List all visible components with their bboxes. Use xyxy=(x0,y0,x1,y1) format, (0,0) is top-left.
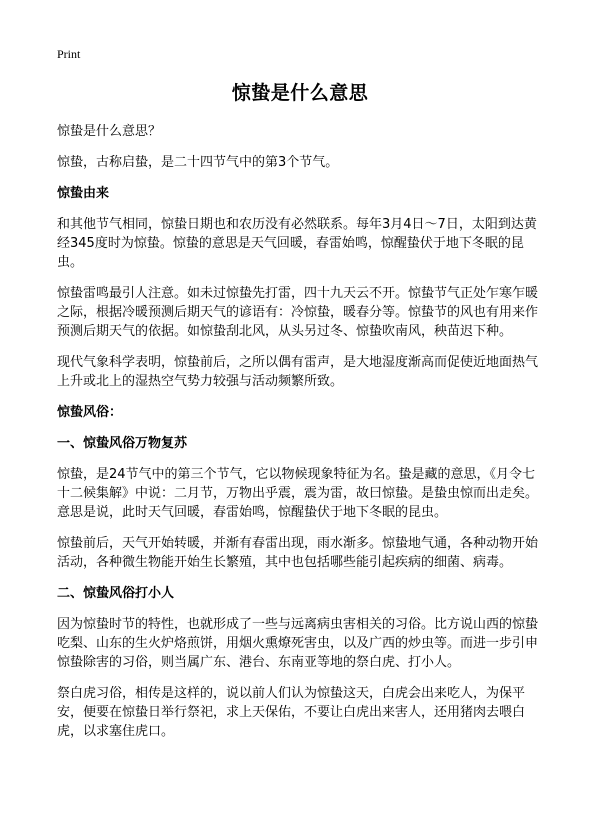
origin-heading: 惊蛰由来 xyxy=(57,186,110,201)
section-1-paragraph-1: 惊蛰，是24节气中的第三个节气，它以物候现象特征为名。蛰是藏的意思，《月令七十二候集解》中说：二月节，万物出乎震，震为雷，故曰惊蛰。是蛰虫惊而出走矣。意思是说，此时天气回暖，春雷始鸣，惊醒蛰伏于地下冬眠的昆虫。 xyxy=(57,467,539,520)
section-2-paragraph-2: 祭白虎习俗，相传是这样的，说以前人们认为惊蛰这天，白虎会出来吃人，为保平安，便要在惊蛰日举行祭祀，求上天保佑，不要让白虎出来害人，还用猪肉去喂白虎，以求塞住虎口。 xyxy=(57,686,526,739)
section-2-heading: 二、惊蛰风俗打小人 xyxy=(57,586,175,601)
origin-paragraph-3: 现代气象科学表明，惊蛰前后，之所以偶有雷声，是大地湿度渐高而促使近地面热气上升或北上的湿热空气势力较强与活动频繁所致。 xyxy=(57,355,539,389)
print-link[interactable]: Print xyxy=(57,47,81,61)
section-1-heading: 一、惊蛰风俗万物复苏 xyxy=(57,436,188,451)
article-body xyxy=(57,122,547,753)
origin-paragraph-2: 惊蛰雷鸣最引人注意。如未过惊蛰先打雷，四十九天云不开。惊蛰节气正处乍寒乍暖之际，根据冷暖预测后期天气的谚语有：冷惊蛰，暖春分等。惊蛰节的风也有用来作预测后期天气的依据。如惊蛰刮北风，从头另过冬、惊蛰吹南风，秧苗迟下种。 xyxy=(57,286,539,339)
page-title: 惊蛰是什么意思 xyxy=(231,82,369,104)
origin-paragraph-1: 和其他节气相同，惊蛰日期也和农历没有必然联系。每年3月4日～7日，太阳到达黄经345度时为惊蛰。惊蛰的意思是天气回暖，春雷始鸣，惊醒蛰伏于地下冬眠的昆虫。 xyxy=(57,217,537,270)
intro-question: 惊蛰是什么意思？ xyxy=(57,124,162,139)
section-1-paragraph-2: 惊蛰前后，天气开始转暖，并渐有春雷出现，雨水渐多。惊蛰地气通，各种动物开始活动，各种微生物能开始生长繁殖，其中也包括哪些能引起疾病的细菌、病毒。 xyxy=(57,536,539,570)
intro-answer: 惊蛰，古称启蛰，是二十四节气中的第3个节气。 xyxy=(57,155,339,170)
section-2-paragraph-1: 因为惊蛰时节的特性，也就形成了一些与远离病虫害相关的习俗。比方说山西的惊蛰吃梨、山东的生火炉烙煎饼，用烟火熏燎死害虫，以及广西的炒虫等。而进一步引申惊蛰除害的习俗，则当属广东、港台、东南亚等地的祭白虎、打小人。 xyxy=(57,617,539,670)
customs-heading: 惊蛰风俗： xyxy=(57,405,123,420)
